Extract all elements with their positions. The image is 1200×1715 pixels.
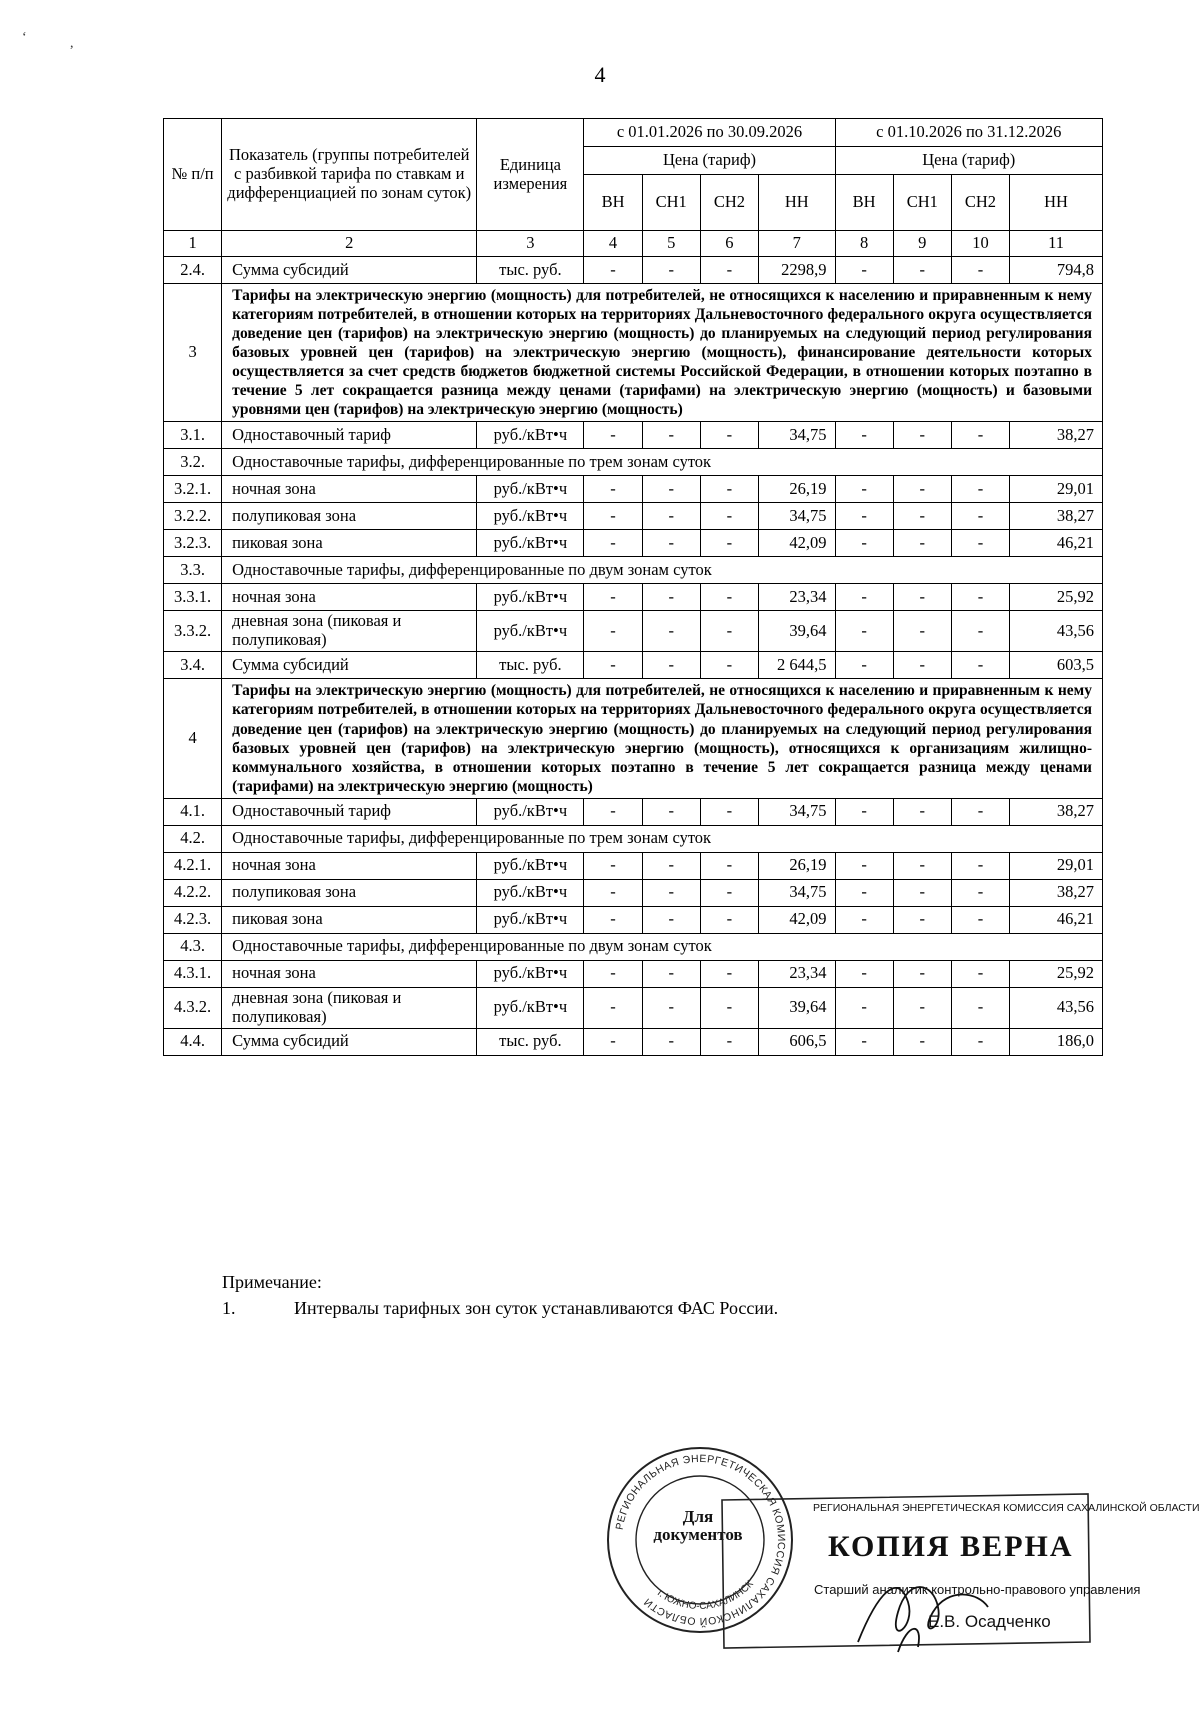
value-cell: - xyxy=(893,530,951,557)
indicator-name: полупиковая зона xyxy=(222,503,477,530)
header-price-1: Цена (тариф) xyxy=(584,147,835,175)
unit-cell: руб./кВт•ч xyxy=(477,503,584,530)
value-cell: - xyxy=(893,503,951,530)
value-cell: - xyxy=(951,530,1009,557)
note-title: Примечание: xyxy=(222,1272,322,1292)
value-cell: - xyxy=(700,798,758,825)
value-cell: - xyxy=(893,652,951,679)
value-cell: - xyxy=(835,257,893,284)
unit-cell: руб./кВт•ч xyxy=(477,879,584,906)
value-cell: - xyxy=(951,987,1009,1028)
row-number: 3.2.3. xyxy=(164,530,222,557)
table-row xyxy=(164,530,1103,557)
value-cell: - xyxy=(835,503,893,530)
value-cell: - xyxy=(951,476,1009,503)
value-cell: 23,34 xyxy=(758,960,835,987)
value-cell: - xyxy=(893,422,951,449)
value-cell: - xyxy=(893,257,951,284)
row-number: 4 xyxy=(164,679,222,798)
unit-cell: руб./кВт•ч xyxy=(477,476,584,503)
value-cell: 23,34 xyxy=(758,584,835,611)
indicator-name: Сумма субсидий xyxy=(222,257,477,284)
header-sub: ВН xyxy=(584,175,642,231)
value-cell: - xyxy=(642,584,700,611)
unit-cell: руб./кВт•ч xyxy=(477,422,584,449)
row-number: 4.2. xyxy=(164,825,222,852)
unit-cell: тыс. руб. xyxy=(477,652,584,679)
group-name: Одноставочные тарифы, дифференцированные по трем зонам суток xyxy=(222,825,1103,852)
value-cell: - xyxy=(700,906,758,933)
copy-stamp-name: Е.В. Осадченко xyxy=(928,1612,1051,1631)
value-cell: - xyxy=(642,530,700,557)
copy-stamp-role: Старший аналитик контрольно-правового управления xyxy=(814,1582,1141,1597)
value-cell: 46,21 xyxy=(1010,906,1103,933)
value-cell: 39,64 xyxy=(758,611,835,652)
value-cell: - xyxy=(584,503,642,530)
value-cell: - xyxy=(835,530,893,557)
value-cell: - xyxy=(835,1028,893,1055)
row-number: 2.4. xyxy=(164,257,222,284)
value-cell: - xyxy=(700,257,758,284)
value-cell: - xyxy=(951,257,1009,284)
signature xyxy=(838,1552,1018,1662)
value-cell: 46,21 xyxy=(1010,530,1103,557)
value-cell: - xyxy=(642,798,700,825)
unit-cell: руб./кВт•ч xyxy=(477,852,584,879)
header-period-2: с 01.10.2026 по 31.12.2026 xyxy=(835,119,1102,147)
column-number: 4 xyxy=(584,231,642,257)
table-row xyxy=(164,879,1103,906)
value-cell: - xyxy=(700,476,758,503)
value-cell: - xyxy=(951,798,1009,825)
value-cell: - xyxy=(584,879,642,906)
unit-cell: руб./кВт•ч xyxy=(477,960,584,987)
value-cell: 42,09 xyxy=(758,906,835,933)
value-cell: - xyxy=(835,960,893,987)
value-cell: - xyxy=(700,879,758,906)
value-cell: 43,56 xyxy=(1010,611,1103,652)
value-cell: 34,75 xyxy=(758,879,835,906)
header-unit: Единица измерения xyxy=(477,119,584,231)
indicator-name: Сумма субсидий xyxy=(222,1028,477,1055)
value-cell: - xyxy=(835,584,893,611)
column-number: 9 xyxy=(893,231,951,257)
value-cell: - xyxy=(642,652,700,679)
indicator-name: дневная зона (пиковая и полупиковая) xyxy=(222,611,477,652)
value-cell: - xyxy=(700,422,758,449)
row-number: 4.3. xyxy=(164,933,222,960)
indicator-name: ночная зона xyxy=(222,476,477,503)
value-cell: - xyxy=(893,960,951,987)
value-cell: - xyxy=(700,960,758,987)
column-number: 10 xyxy=(951,231,1009,257)
tariff-table xyxy=(163,118,1103,1056)
value-cell: - xyxy=(642,960,700,987)
value-cell: - xyxy=(642,503,700,530)
value-cell: 2 644,5 xyxy=(758,652,835,679)
row-number: 3.3. xyxy=(164,557,222,584)
header-sub: СН2 xyxy=(951,175,1009,231)
indicator-name: пиковая зона xyxy=(222,906,477,933)
value-cell: 2298,9 xyxy=(758,257,835,284)
value-cell: - xyxy=(700,530,758,557)
indicator-name: пиковая зона xyxy=(222,530,477,557)
value-cell: - xyxy=(951,652,1009,679)
value-cell: - xyxy=(893,611,951,652)
group-name: Одноставочные тарифы, дифференцированные по трем зонам суток xyxy=(222,449,1103,476)
unit-cell: руб./кВт•ч xyxy=(477,530,584,557)
value-cell: - xyxy=(642,906,700,933)
value-cell: - xyxy=(893,906,951,933)
note-item-number: 1. xyxy=(222,1298,236,1319)
column-number: 3 xyxy=(477,231,584,257)
value-cell: - xyxy=(835,476,893,503)
row-number: 4.2.2. xyxy=(164,879,222,906)
value-cell: - xyxy=(700,584,758,611)
column-number: 2 xyxy=(222,231,477,257)
value-cell: - xyxy=(584,422,642,449)
header-sub: СН2 xyxy=(700,175,758,231)
column-number: 11 xyxy=(1010,231,1103,257)
value-cell: - xyxy=(835,652,893,679)
header-sub: ВН xyxy=(835,175,893,231)
value-cell: 25,92 xyxy=(1010,960,1103,987)
value-cell: 39,64 xyxy=(758,987,835,1028)
column-number: 5 xyxy=(642,231,700,257)
row-number: 4.4. xyxy=(164,1028,222,1055)
section-row xyxy=(164,284,1103,422)
value-cell: - xyxy=(584,1028,642,1055)
value-cell: - xyxy=(835,852,893,879)
row-number: 4.3.2. xyxy=(164,987,222,1028)
note-item-text: Интервалы тарифных зон суток устанавливаются ФАС России. xyxy=(294,1298,779,1319)
header-sub: СН1 xyxy=(642,175,700,231)
value-cell: - xyxy=(893,852,951,879)
unit-cell: руб./кВт•ч xyxy=(477,987,584,1028)
row-number: 3.3.2. xyxy=(164,611,222,652)
header-sub: НН xyxy=(758,175,835,231)
value-cell: - xyxy=(642,987,700,1028)
table-row xyxy=(164,611,1103,652)
section-description: Тарифы на электрическую энергию (мощность) для потребителей, не относящихся к населению и приравненным к нему категориям потребителей, в отношении которых на территориях Дальневосточного федерального округа осуществляется доведение цен (тарифов) на электрическую энергию (мощность) до планируемых на следующий период регулирования базовых уровней цен (тарифов) на электрическую энергию (мощность), относящихся к организациям жилищно-коммунального хозяйства, в отношении которых поэтапно в течение 5 лет сокращается разница между ценами (тарифами) на электрическую энергию (мощность) xyxy=(222,679,1103,798)
column-number: 8 xyxy=(835,231,893,257)
indicator-name: дневная зона (пиковая и полупиковая) xyxy=(222,987,477,1028)
value-cell: - xyxy=(584,906,642,933)
table-row xyxy=(164,422,1103,449)
row-number: 4.3.1. xyxy=(164,960,222,987)
row-number: 3.2. xyxy=(164,449,222,476)
row-number: 3.4. xyxy=(164,652,222,679)
value-cell: - xyxy=(951,584,1009,611)
unit-cell: руб./кВт•ч xyxy=(477,611,584,652)
stamp-area xyxy=(600,1440,1200,1700)
value-cell: - xyxy=(835,879,893,906)
indicator-name: ночная зона xyxy=(222,584,477,611)
indicator-name: Сумма субсидий xyxy=(222,652,477,679)
copy-stamp-title: КОПИЯ ВЕРНА xyxy=(828,1530,1074,1563)
value-cell: 25,92 xyxy=(1010,584,1103,611)
note-item xyxy=(222,1296,778,1320)
value-cell: - xyxy=(642,879,700,906)
header-period-1: с 01.01.2026 по 30.09.2026 xyxy=(584,119,835,147)
value-cell: - xyxy=(584,476,642,503)
row-number: 3.2.2. xyxy=(164,503,222,530)
value-cell: - xyxy=(700,1028,758,1055)
value-cell: - xyxy=(584,530,642,557)
value-cell: - xyxy=(642,611,700,652)
group-name: Одноставочные тарифы, дифференцированные по двум зонам суток xyxy=(222,933,1103,960)
scan-speck: ‘ xyxy=(22,30,27,45)
value-cell: - xyxy=(584,852,642,879)
value-cell: 26,19 xyxy=(758,852,835,879)
value-cell: - xyxy=(584,652,642,679)
value-cell: 29,01 xyxy=(1010,852,1103,879)
value-cell: - xyxy=(951,422,1009,449)
value-cell: 794,8 xyxy=(1010,257,1103,284)
group-row xyxy=(164,449,1103,476)
table-row xyxy=(164,852,1103,879)
section-description: Тарифы на электрическую энергию (мощность) для потребителей, не относящихся к населению и приравненным к нему категориям потребителей, в отношении которых на территориях Дальневосточного федерального округа осуществляется доведение цен (тарифов) на электрическую энергию (мощность) до планируемых на следующий период регулирования базовых уровней цен (тарифов) на электрическую энергию (мощность), финансирование деятельности которых осуществляется за счет средств бюджетов бюджетной системы Российской Федерации, в отношении которых поэтапно в течение 5 лет сокращается разница между ценами (тарифами) на электрическую энергию (мощность) и базовыми уровнями цен (тарифов) на электрическую энергию (мощность) xyxy=(222,284,1103,422)
table-row xyxy=(164,584,1103,611)
value-cell: - xyxy=(951,611,1009,652)
column-number-row xyxy=(164,231,1103,257)
value-cell: - xyxy=(584,960,642,987)
table-row xyxy=(164,987,1103,1028)
unit-cell: руб./кВт•ч xyxy=(477,584,584,611)
table-row xyxy=(164,652,1103,679)
value-cell: 34,75 xyxy=(758,422,835,449)
value-cell: - xyxy=(584,584,642,611)
page-number: 4 xyxy=(594,62,606,87)
row-number: 4.2.1. xyxy=(164,852,222,879)
section-row xyxy=(164,679,1103,798)
value-cell: - xyxy=(584,611,642,652)
indicator-name: ночная зона xyxy=(222,960,477,987)
value-cell: 38,27 xyxy=(1010,798,1103,825)
value-cell: - xyxy=(835,798,893,825)
group-row xyxy=(164,557,1103,584)
value-cell: 603,5 xyxy=(1010,652,1103,679)
value-cell: - xyxy=(700,503,758,530)
copy-stamp-org: РЕГИОНАЛЬНАЯ ЭНЕРГЕТИЧЕСКАЯ КОМИССИЯ САХАЛИНСКОЙ ОБЛАСТИ xyxy=(813,1502,1200,1514)
table-row xyxy=(164,906,1103,933)
value-cell: 38,27 xyxy=(1010,503,1103,530)
seal-text: РЕГИОНАЛЬНАЯ ЭНЕРГЕТИЧЕСКАЯ КОМИССИЯ САХАЛИНСКОЙ ОБЛАСТИ xyxy=(613,1452,788,1628)
unit-cell: руб./кВт•ч xyxy=(477,798,584,825)
indicator-name: ночная зона xyxy=(222,852,477,879)
value-cell: - xyxy=(893,476,951,503)
value-cell: - xyxy=(700,852,758,879)
header-sub: СН1 xyxy=(893,175,951,231)
seal-city: г. ЮЖНО-САХАЛИНСК xyxy=(655,1578,756,1613)
row-number: 4.1. xyxy=(164,798,222,825)
table-row xyxy=(164,960,1103,987)
header-price-2: Цена (тариф) xyxy=(835,147,1102,175)
value-cell: 42,09 xyxy=(758,530,835,557)
value-cell: 186,0 xyxy=(1010,1028,1103,1055)
header-sub: НН xyxy=(1010,175,1103,231)
value-cell: - xyxy=(893,1028,951,1055)
unit-cell: тыс. руб. xyxy=(477,257,584,284)
value-cell: - xyxy=(951,1028,1009,1055)
unit-cell: руб./кВт•ч xyxy=(477,906,584,933)
value-cell: 606,5 xyxy=(758,1028,835,1055)
header-indicator: Показатель (группы потребителей с разбивкой тарифа по ставкам и дифференциацией по зонам суток) xyxy=(222,119,477,231)
copy-stamp xyxy=(718,1492,1200,1652)
column-number: 6 xyxy=(700,231,758,257)
indicator-name: Одноставочный тариф xyxy=(222,798,477,825)
value-cell: 26,19 xyxy=(758,476,835,503)
group-name: Одноставочные тарифы, дифференцированные по двум зонам суток xyxy=(222,557,1103,584)
value-cell: - xyxy=(893,987,951,1028)
value-cell: - xyxy=(951,879,1009,906)
value-cell: - xyxy=(893,879,951,906)
table-row xyxy=(164,257,1103,284)
value-cell: - xyxy=(700,652,758,679)
unit-cell: тыс. руб. xyxy=(477,1028,584,1055)
table-row xyxy=(164,1028,1103,1055)
group-row xyxy=(164,825,1103,852)
row-number: 3.1. xyxy=(164,422,222,449)
value-cell: - xyxy=(584,798,642,825)
value-cell: - xyxy=(700,611,758,652)
value-cell: - xyxy=(642,422,700,449)
value-cell: - xyxy=(584,257,642,284)
value-cell: - xyxy=(893,798,951,825)
value-cell: - xyxy=(835,611,893,652)
column-number: 1 xyxy=(164,231,222,257)
scan-speck: , xyxy=(70,36,74,51)
header-num: № п/п xyxy=(164,119,222,231)
value-cell: 29,01 xyxy=(1010,476,1103,503)
table-row xyxy=(164,476,1103,503)
row-number: 3.3.1. xyxy=(164,584,222,611)
value-cell: - xyxy=(951,960,1009,987)
value-cell: - xyxy=(642,1028,700,1055)
value-cell: - xyxy=(951,852,1009,879)
value-cell: 38,27 xyxy=(1010,422,1103,449)
indicator-name: полупиковая зона xyxy=(222,879,477,906)
value-cell: - xyxy=(893,584,951,611)
column-number: 7 xyxy=(758,231,835,257)
value-cell: 43,56 xyxy=(1010,987,1103,1028)
row-number: 3 xyxy=(164,284,222,422)
value-cell: - xyxy=(835,906,893,933)
value-cell: - xyxy=(835,987,893,1028)
value-cell: 34,75 xyxy=(758,798,835,825)
value-cell: - xyxy=(700,987,758,1028)
indicator-name: Одноставочный тариф xyxy=(222,422,477,449)
value-cell: - xyxy=(951,503,1009,530)
table-row xyxy=(164,503,1103,530)
table-row xyxy=(164,798,1103,825)
value-cell: 38,27 xyxy=(1010,879,1103,906)
row-number: 4.2.3. xyxy=(164,906,222,933)
value-cell: - xyxy=(642,257,700,284)
group-row xyxy=(164,933,1103,960)
value-cell: - xyxy=(835,422,893,449)
note xyxy=(222,1270,778,1321)
value-cell: 34,75 xyxy=(758,503,835,530)
value-cell: - xyxy=(951,906,1009,933)
value-cell: - xyxy=(642,852,700,879)
value-cell: - xyxy=(642,476,700,503)
value-cell: - xyxy=(584,987,642,1028)
row-number: 3.2.1. xyxy=(164,476,222,503)
docs-label: Для документов xyxy=(653,1507,743,1544)
